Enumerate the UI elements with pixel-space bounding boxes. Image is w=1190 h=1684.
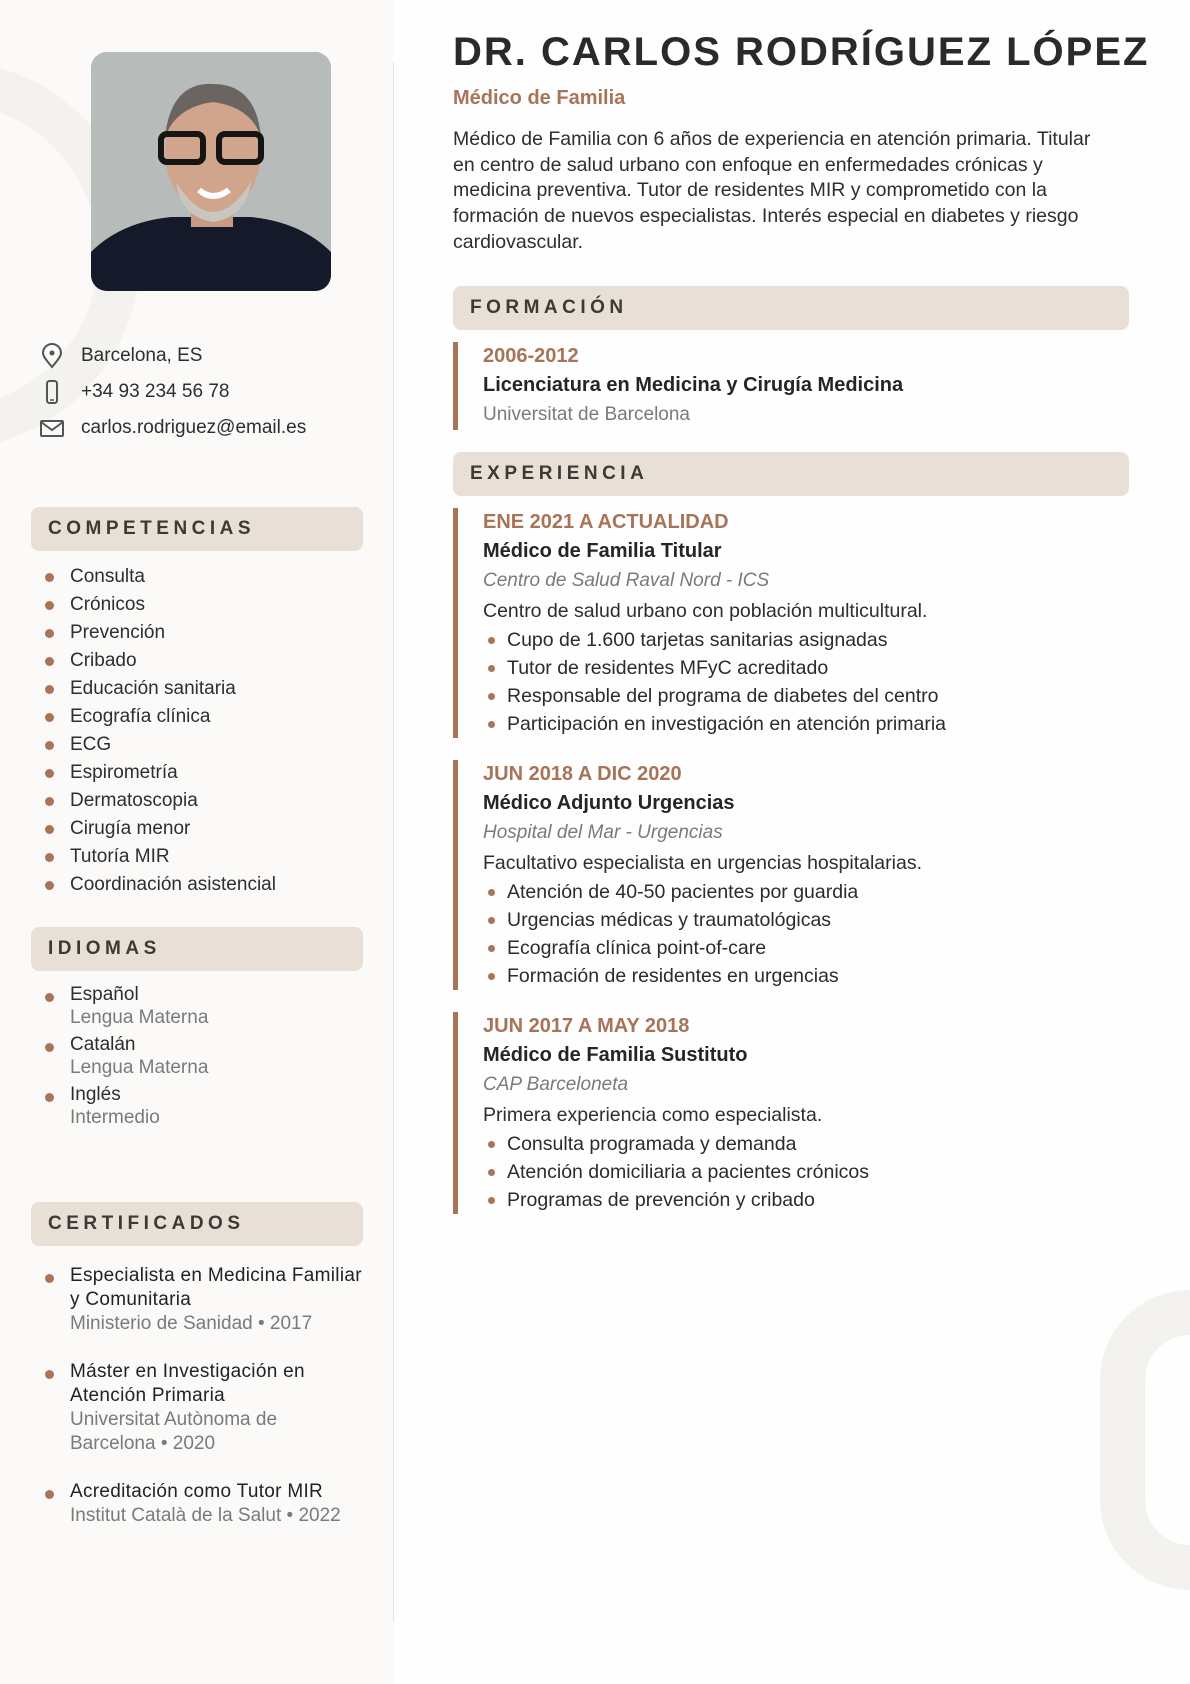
skill-item: Tutoría MIR [31, 843, 363, 871]
phone-text[interactable]: +34 93 234 56 78 [81, 381, 230, 402]
skill-item: Coordinación asistencial [31, 871, 363, 899]
skill-item: Consulta [31, 563, 363, 591]
bullet-item: Formación de residentes en urgencias [483, 962, 1129, 990]
experience-entry [453, 508, 1129, 738]
entry-org: Centro de Salud Raval Nord - ICS [483, 569, 770, 591]
entry-bullets [483, 878, 1129, 990]
sidebar [0, 0, 393, 1684]
certificates-section [31, 1202, 363, 1552]
skills-section [31, 507, 363, 899]
profile-photo [91, 52, 331, 291]
bullet-item: Ecografía clínica point-of-care [483, 934, 1129, 962]
certificate-detail: Institut Català de la Salut • 2022 [70, 1505, 341, 1526]
bullet-item: Tutor de residentes MFyC acreditado [483, 654, 1129, 682]
skill-item: Cribado [31, 647, 363, 675]
education-section [453, 286, 1129, 430]
skill-item: Cirugía menor [31, 815, 363, 843]
bullet-item: Responsable del programa de diabetes del centro [483, 682, 1129, 710]
entry-description: Primera experiencia como especialista. [483, 1103, 823, 1126]
contact-phone [38, 374, 306, 410]
phone-icon [38, 378, 66, 406]
languages-list [31, 983, 363, 1129]
certificate-item [31, 1360, 363, 1456]
column-divider [393, 62, 394, 1622]
section-header: IDIOMAS [31, 927, 363, 971]
location-pin-icon [38, 342, 66, 370]
education-entry [453, 342, 1129, 430]
skill-item: Espirometría [31, 759, 363, 787]
entry-title: Médico Adjunto Urgencias [483, 791, 735, 814]
certificate-detail: Ministerio de Sanidad • 2017 [70, 1313, 313, 1334]
decorative-ring [1100, 1290, 1190, 1590]
bullet-item: Urgencias médicas y traumatológicas [483, 906, 1129, 934]
language-level: Lengua Materna [70, 1007, 209, 1028]
languages-section [31, 927, 363, 1133]
entry-date: 2006-2012 [483, 344, 579, 367]
certificate-name: Máster en Investigación en Atención Primaria [70, 1361, 305, 1406]
entry-org: CAP Barceloneta [483, 1073, 629, 1095]
entry-bullets [483, 626, 1129, 738]
bullet-item: Programas de prevención y cribado [483, 1186, 1129, 1214]
language-name: Inglés [70, 1084, 121, 1105]
contact-email [38, 410, 306, 446]
language-name: Español [70, 984, 139, 1005]
certificate-detail: Universitat Autònoma de Barcelona • 2020 [70, 1409, 278, 1454]
language-item [31, 983, 363, 1029]
experience-section [453, 452, 1129, 1214]
skill-item: ECG [31, 731, 363, 759]
bullet-item: Consulta programada y demanda [483, 1130, 1129, 1158]
entry-title: Médico de Familia Titular [483, 539, 722, 562]
bullet-item: Atención de 40-50 pacientes por guardia [483, 878, 1129, 906]
certificate-name: Especialista en Medicina Familiar y Comunitaria [70, 1265, 362, 1310]
certificates-list [31, 1264, 363, 1528]
contact-location [38, 338, 306, 374]
entry-title: Médico de Familia Sustituto [483, 1043, 748, 1066]
language-level: Lengua Materna [70, 1057, 209, 1078]
language-name: Catalán [70, 1034, 136, 1055]
contact-list [38, 338, 306, 446]
section-header: EXPERIENCIA [453, 452, 1129, 496]
certificate-item [31, 1480, 363, 1528]
location-text: Barcelona, ES [81, 345, 203, 366]
language-item [31, 1033, 363, 1079]
skill-item: Dermatoscopia [31, 787, 363, 815]
skills-list [31, 563, 363, 899]
language-level: Intermedio [70, 1107, 160, 1128]
envelope-icon [38, 414, 66, 442]
section-header: FORMACIÓN [453, 286, 1129, 330]
entry-bullets [483, 1130, 1129, 1214]
bullet-item: Cupo de 1.600 tarjetas sanitarias asignadas [483, 626, 1129, 654]
main-content [453, 30, 1153, 1236]
job-role: Médico de Familia [453, 87, 626, 109]
entry-date: JUN 2018 A DIC 2020 [483, 762, 682, 785]
entry-description: Facultativo especialista en urgencias hospitalarias. [483, 851, 922, 874]
email-link[interactable]: carlos.rodriguez@email.es [81, 417, 307, 438]
skill-item: Prevención [31, 619, 363, 647]
candidate-name: DR. CARLOS RODRÍGUEZ LÓPEZ [453, 30, 1150, 74]
entry-date: ENE 2021 A ACTUALIDAD [483, 510, 729, 533]
profile-summary: Médico de Familia con 6 años de experiencia en atención primaria. Titular en centro de salud urbano con enfoque en enfermedades crónicas y medicina preventiva. Tutor de residentes MIR y comprometido con la formación de nuevos especialistas. Interés especial en diabetes y riesgo cardiovascular. [453, 128, 1091, 253]
entry-date: JUN 2017 A MAY 2018 [483, 1014, 690, 1037]
entry-title: Licenciatura en Medicina y Cirugía Medicina [483, 373, 904, 396]
section-header: CERTIFICADOS [31, 1202, 363, 1246]
section-header: COMPETENCIAS [31, 507, 363, 551]
bullet-item: Participación en investigación en atención primaria [483, 710, 1129, 738]
certificate-item [31, 1264, 363, 1336]
entry-org: Hospital del Mar - Urgencias [483, 821, 723, 843]
experience-entry [453, 760, 1129, 990]
experience-entry [453, 1012, 1129, 1214]
entry-org: Universitat de Barcelona [483, 403, 690, 425]
skill-item: Educación sanitaria [31, 675, 363, 703]
bullet-item: Atención domiciliaria a pacientes crónicos [483, 1158, 1129, 1186]
skill-item: Ecografía clínica [31, 703, 363, 731]
language-item [31, 1083, 363, 1129]
skill-item: Crónicos [31, 591, 363, 619]
entry-description: Centro de salud urbano con población multicultural. [483, 599, 928, 622]
certificate-name: Acreditación como Tutor MIR [70, 1481, 324, 1502]
